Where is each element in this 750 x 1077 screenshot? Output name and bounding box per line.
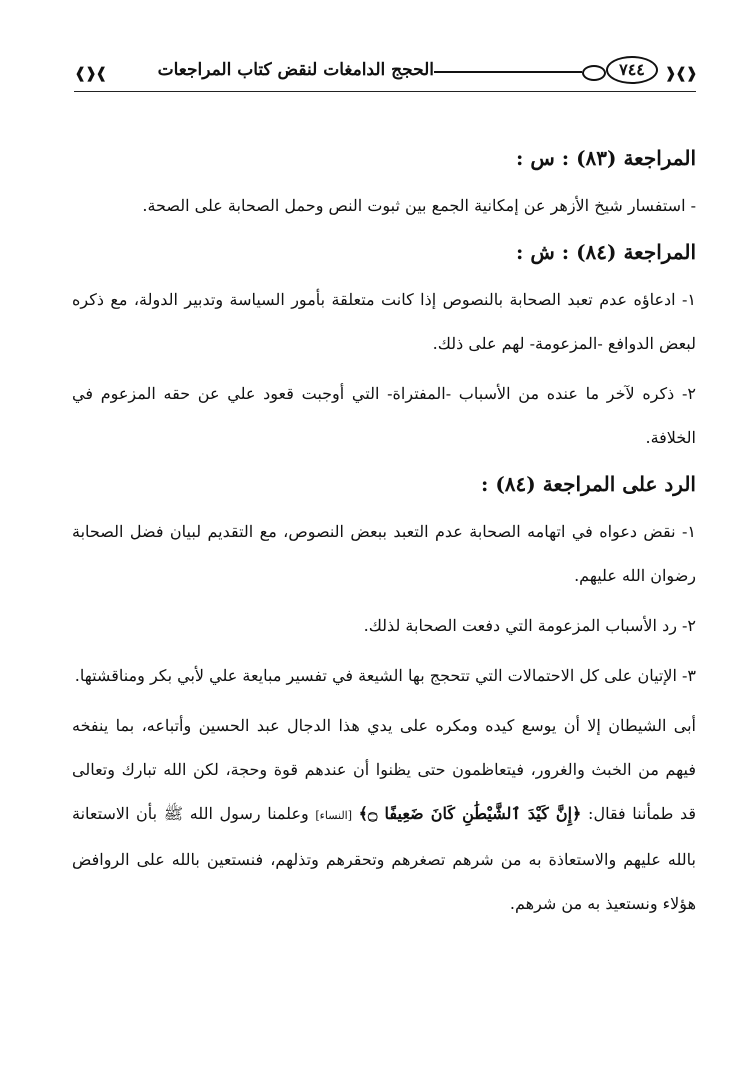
page-number: ٧٤٤	[606, 56, 658, 84]
header-swirl-ornament	[582, 65, 606, 81]
page-content	[72, 140, 696, 932]
running-title: الحجج الدامغات لنقض كتاب المراجعات	[157, 60, 434, 80]
review-83-point: - استفسار شيخ الأزهر عن إمكانية الجمع بين ثبوت النص وحمل الصحابة على الصحة.	[142, 196, 696, 215]
header-divider-line	[434, 71, 582, 73]
closing-text-part-2: وعلمنا رسول الله ﷺ بأن الاستعانة بالله عليهم والاستعاذة به من شرهم تصغرهم وتحقرهم وتذلهم، فنستعين بالله على الروافض هؤلاء ونستعيذ به من شرهم.	[72, 804, 696, 913]
verse-source: [النساء]	[315, 809, 353, 822]
reply-point-3: ٣- الإتيان على كل الاحتمالات التي تتحجج بها الشيعة في تفسير مبايعة علي لأبي بكر ومناقشتها.	[74, 666, 696, 685]
header-rule	[74, 91, 696, 92]
header-ornament-left: ❰❱❰	[74, 64, 106, 82]
reply-point-1: ١- نقض دعواه في اتهامه الصحابة عدم التعبد ببعض النصوص، مع التقديم لبيان فضل الصحابة رضوان الله عليهم.	[72, 522, 696, 585]
quran-verse: ﴿إِنَّ كَيْدَ ٱلشَّيْطَٰنِ كَانَ ضَعِيفًا ۝﴾	[358, 804, 582, 823]
page-header	[74, 50, 696, 94]
section-heading-review-84: المراجعة (٨٤) : ش :	[516, 240, 696, 264]
section-heading-review-83: المراجعة (٨٣) : س :	[516, 146, 696, 170]
header-ornament-right: ❱❰❱	[664, 64, 696, 82]
reply-point-2: ٢- رد الأسباب المزعومة التي دفعت الصحابة لذلك.	[363, 616, 696, 635]
closing-text-part-1: أبى الشيطان إلا أن يوسع كيده ومكره على يدي هذا الدجال عبد الحسين وأتباعه، بما ينفخه فيهم من الخبث والغرور، فيتعاظمون حتى يظنوا أن عندهم قوة وحجة، لكن الله تبارك وتعالى قد طمأننا فقال:	[72, 716, 697, 823]
review-84-point-2: ٢- ذكره لآخر ما عنده من الأسباب -المفتراة- التي أوجبت قعود علي عن حقه المزعوم في الخلافة.	[72, 384, 696, 447]
section-heading-reply-84: الرد على المراجعة (٨٤) :	[480, 472, 696, 496]
review-84-point-1: ١- ادعاؤه عدم تعبد الصحابة بالنصوص إذا كانت متعلقة بأمور السياسة وتدبير الدولة، مع ذكره لبعض الدوافع -المزعومة- لهم على ذلك.	[72, 290, 696, 353]
closing-paragraph	[72, 704, 696, 926]
